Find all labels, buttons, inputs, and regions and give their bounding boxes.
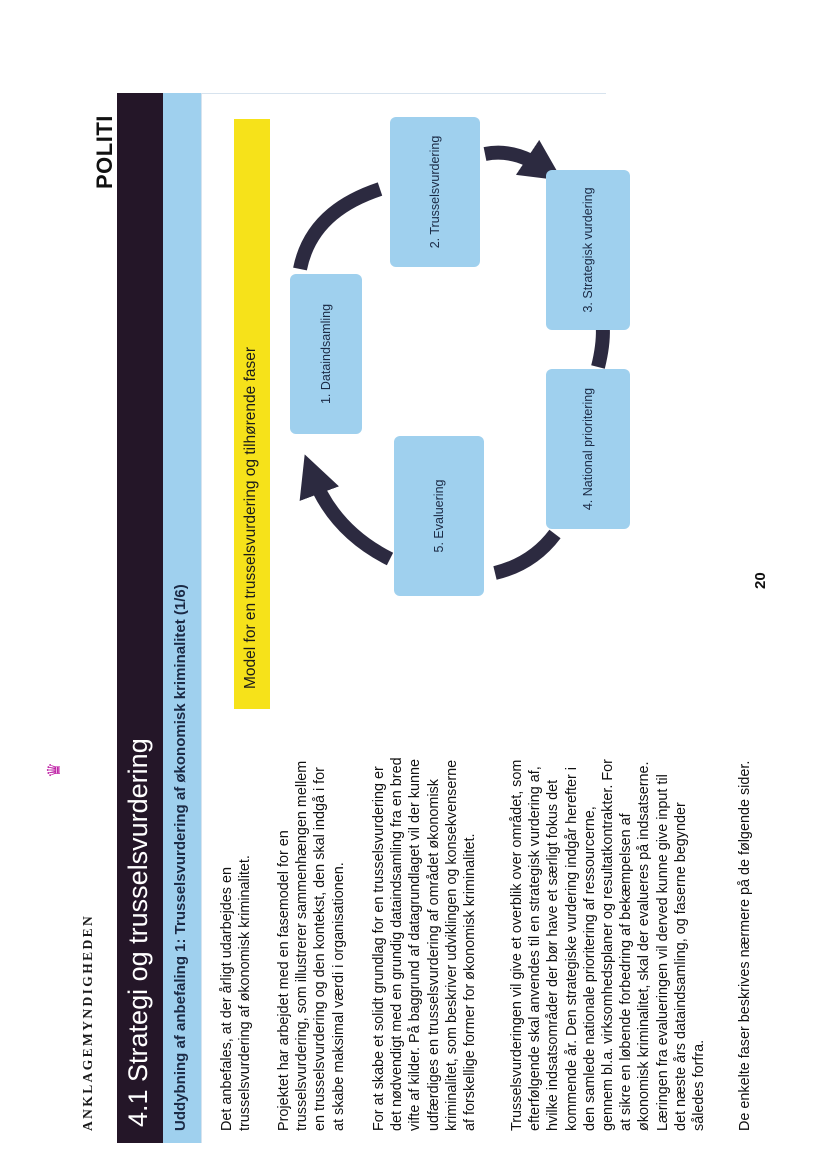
cycle-arrow-4-5	[495, 534, 555, 573]
phase-box-strategisk-vurdering: 3. Strategisk vurdering	[546, 170, 630, 330]
phase-box-national-prioritering: 4. National prioritering	[546, 369, 630, 529]
slide-title: 4.1 Strategi og trusselsvurdering	[123, 738, 153, 1127]
body-paragraph-5: De enkelte faser beskrives nærmere på de følgende sider.	[737, 760, 753, 1131]
body-paragraph-4: Trusselsvurderingen vil give et overblik over området, som efterfølgende skal anvendes til en strategisk vurdering af, hvilke indsatsområder der bør have et særligt fokus det kommende år. Den strategiske vurdering indgår herefter i den samlede nationale prioritering af ressourcerne, gennem bl.a. virksomhedsplaner og resultatkontrakter. For at sikre en løbende forbedring af bekæmpelsen af økonomisk kriminalitet, skal der evalueres på indsatserne. Læringen fra evalueringen vil derved kunne give input til det næste års dataindsamling, og faserne begynder således forfra.	[509, 759, 708, 1131]
body-paragraph-1: Det anbefales, at der årligt udarbejdes en trusselsvurdering af økonomisk kriminalitet.	[219, 855, 254, 1131]
body-paragraph-3: For at skabe et solidt grundlag for en trusselsvurdering er det nødvendigt med en grundig dataindsamling fra en bred vifte af kilder. På baggrund af datagrundlaget vil der kunne udfærdiges en trusselsvurdering af området økonomisk kriminalitet, som beskriver udviklingen og konsekvenserne af forskellige former for økonomisk kriminalitet.	[371, 757, 479, 1131]
model-title: Model for en trusselsvurdering og tilhørende faser	[242, 346, 259, 689]
page-number: 20	[752, 572, 769, 589]
agency-name: ANKLAGEMYNDIGHEDEN	[80, 913, 95, 1131]
subtitle-bar	[163, 93, 201, 1143]
body-paragraph-2: Projektet har arbejdet med en fasemodel for en trusselsvurdering, som illustrerer sammenhængen mellem en trusselsvurdering og den kontekst, den skal indgå i for at skabe maksimal værdi i organisationen.	[276, 760, 347, 1131]
title-bar	[117, 93, 163, 1143]
politi-logo: POLITI	[92, 115, 117, 189]
slide-subtitle: Uddybning af anbefaling 1: Trusselsvurdering af økonomisk kriminalitet (1/6)	[172, 584, 189, 1131]
frame-line	[201, 93, 202, 1143]
phase-box-evaluering: 5. Evaluering	[394, 436, 484, 596]
crown-icon: ♛	[44, 761, 64, 779]
cycle-arrow-1-2	[300, 189, 380, 269]
cycle-arrow-5-1	[312, 474, 390, 559]
cycle-arrow-2-3	[485, 153, 545, 169]
phase-box-trusselsvurdering: 2. Trusselsvurdering	[390, 117, 480, 267]
model-title-bar	[234, 119, 270, 709]
phase-box-dataindsamling: 1. Dataindsamling	[290, 274, 362, 434]
